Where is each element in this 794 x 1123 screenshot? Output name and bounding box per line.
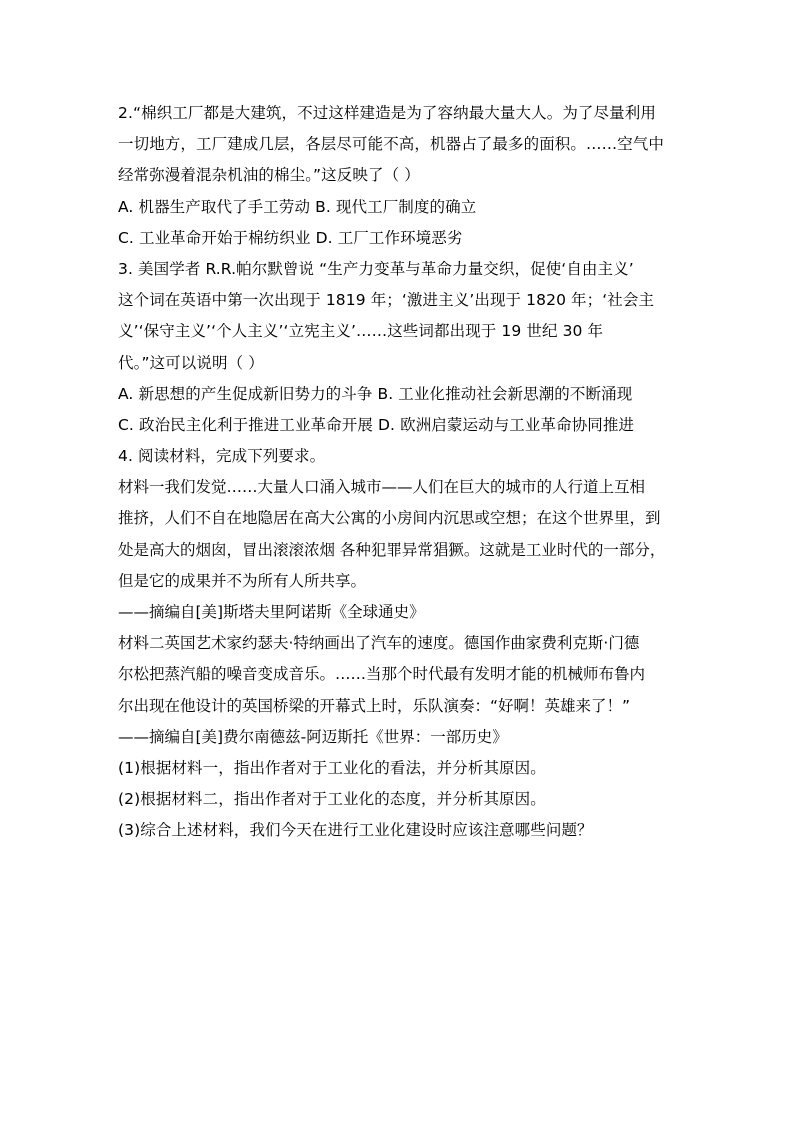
question-2-options-cd: C. 工业革命开始于棉纺织业 D. 工厂工作环境恶劣 (118, 228, 463, 247)
material-1-line-2: 推挤，人们不自在地隐居在高大公寓的小房间内沉思或空想；在这个世界里，到 (118, 509, 661, 528)
question-2-stem-line-2: 一切地方，工厂建成几层，各层尽可能不高，机器占了最多的面积。……空气中 (118, 135, 665, 154)
material-2-source: ——摘编自[美]费尔南德兹-阿迈斯托《世界：一部历史》 (118, 727, 508, 746)
material-1-source: ——摘编自[美]斯塔夫里阿诺斯《全球通史》 (118, 603, 425, 621)
material-1-line-3: 处是高大的烟囱，冒出滚滚浓烟 各种犯罪异常猖獗。这就是工业时代的一部分， (118, 540, 666, 559)
document-body (118, 98, 684, 847)
question-3-options-cd: C. 政治民主化利于推进工业革命开展 D. 欧洲启蒙运动与工业革命协同推进 (118, 415, 635, 434)
sub-question-2: (2)根据材料二，指出作者对于工业化的态度，并分析其原因。 (118, 790, 546, 809)
sub-question-3: (3)综合上述材料，我们今天在进行工业化建设时应该注意哪些问题？ (118, 821, 593, 840)
material-2-line-1: 材料二英国艺术家约瑟夫·特纳画出了汽车的速度。德国作曲家费利克斯·门德 (118, 634, 640, 653)
question-2-stem-line-3: 经常弥漫着混杂机油的棉尘。”这反映了（ ） (118, 166, 420, 185)
question-2-stem-line-1: 2.“棉织工厂都是大建筑，不过这样建造是为了容纳最大量大人。为了尽量利用 (118, 104, 656, 122)
material-1-line-1: 材料一我们发觉……大量人口涌入城市——人们在巨大的城市的人行道上互相 (118, 478, 646, 497)
question-3-stem-line-1: 3. 美国学者 R.R.帕尔默曾说 “生产力变革与革命力量交织，促使‘自由主义’ (118, 259, 634, 278)
sub-question-1: (1)根据材料一，指出作者对于工业化的看法，并分析其原因。 (118, 758, 546, 777)
material-2-line-3: 尔出现在他设计的英国桥梁的开幕式上时，乐队演奏：“好啊！英雄来了！” (118, 696, 631, 715)
question-3-options-ab: A. 新思想的产生促成新旧势力的斗争 B. 工业化推动社会新思潮的不断涌现 (118, 384, 633, 403)
question-3-stem-line-2: 这个词在英语中第一次出现于 1819 年；‘激进主义’出现于 1820 年；‘社会主 (118, 291, 655, 310)
question-3-stem-line-3: 义’‘保守主义’‘个人主义’‘立宪主义’……这些词都出现于 19 世纪 30 年 (118, 322, 604, 341)
question-3-stem-line-4: 代。”这可以说明（ ） (118, 353, 264, 372)
question-4-title: 4. 阅读材料，完成下列要求。 (118, 447, 326, 466)
material-1-line-4: 但是它的成果并不为所有人所共享。 (118, 571, 367, 590)
material-2-line-2: 尔松把蒸汽船的噪音变成音乐。……当那个时代最有发明才能的机械师布鲁内 (118, 665, 646, 684)
question-2-options-ab: A. 机器生产取代了手工劳动 B. 现代工厂制度的确立 (118, 197, 477, 216)
